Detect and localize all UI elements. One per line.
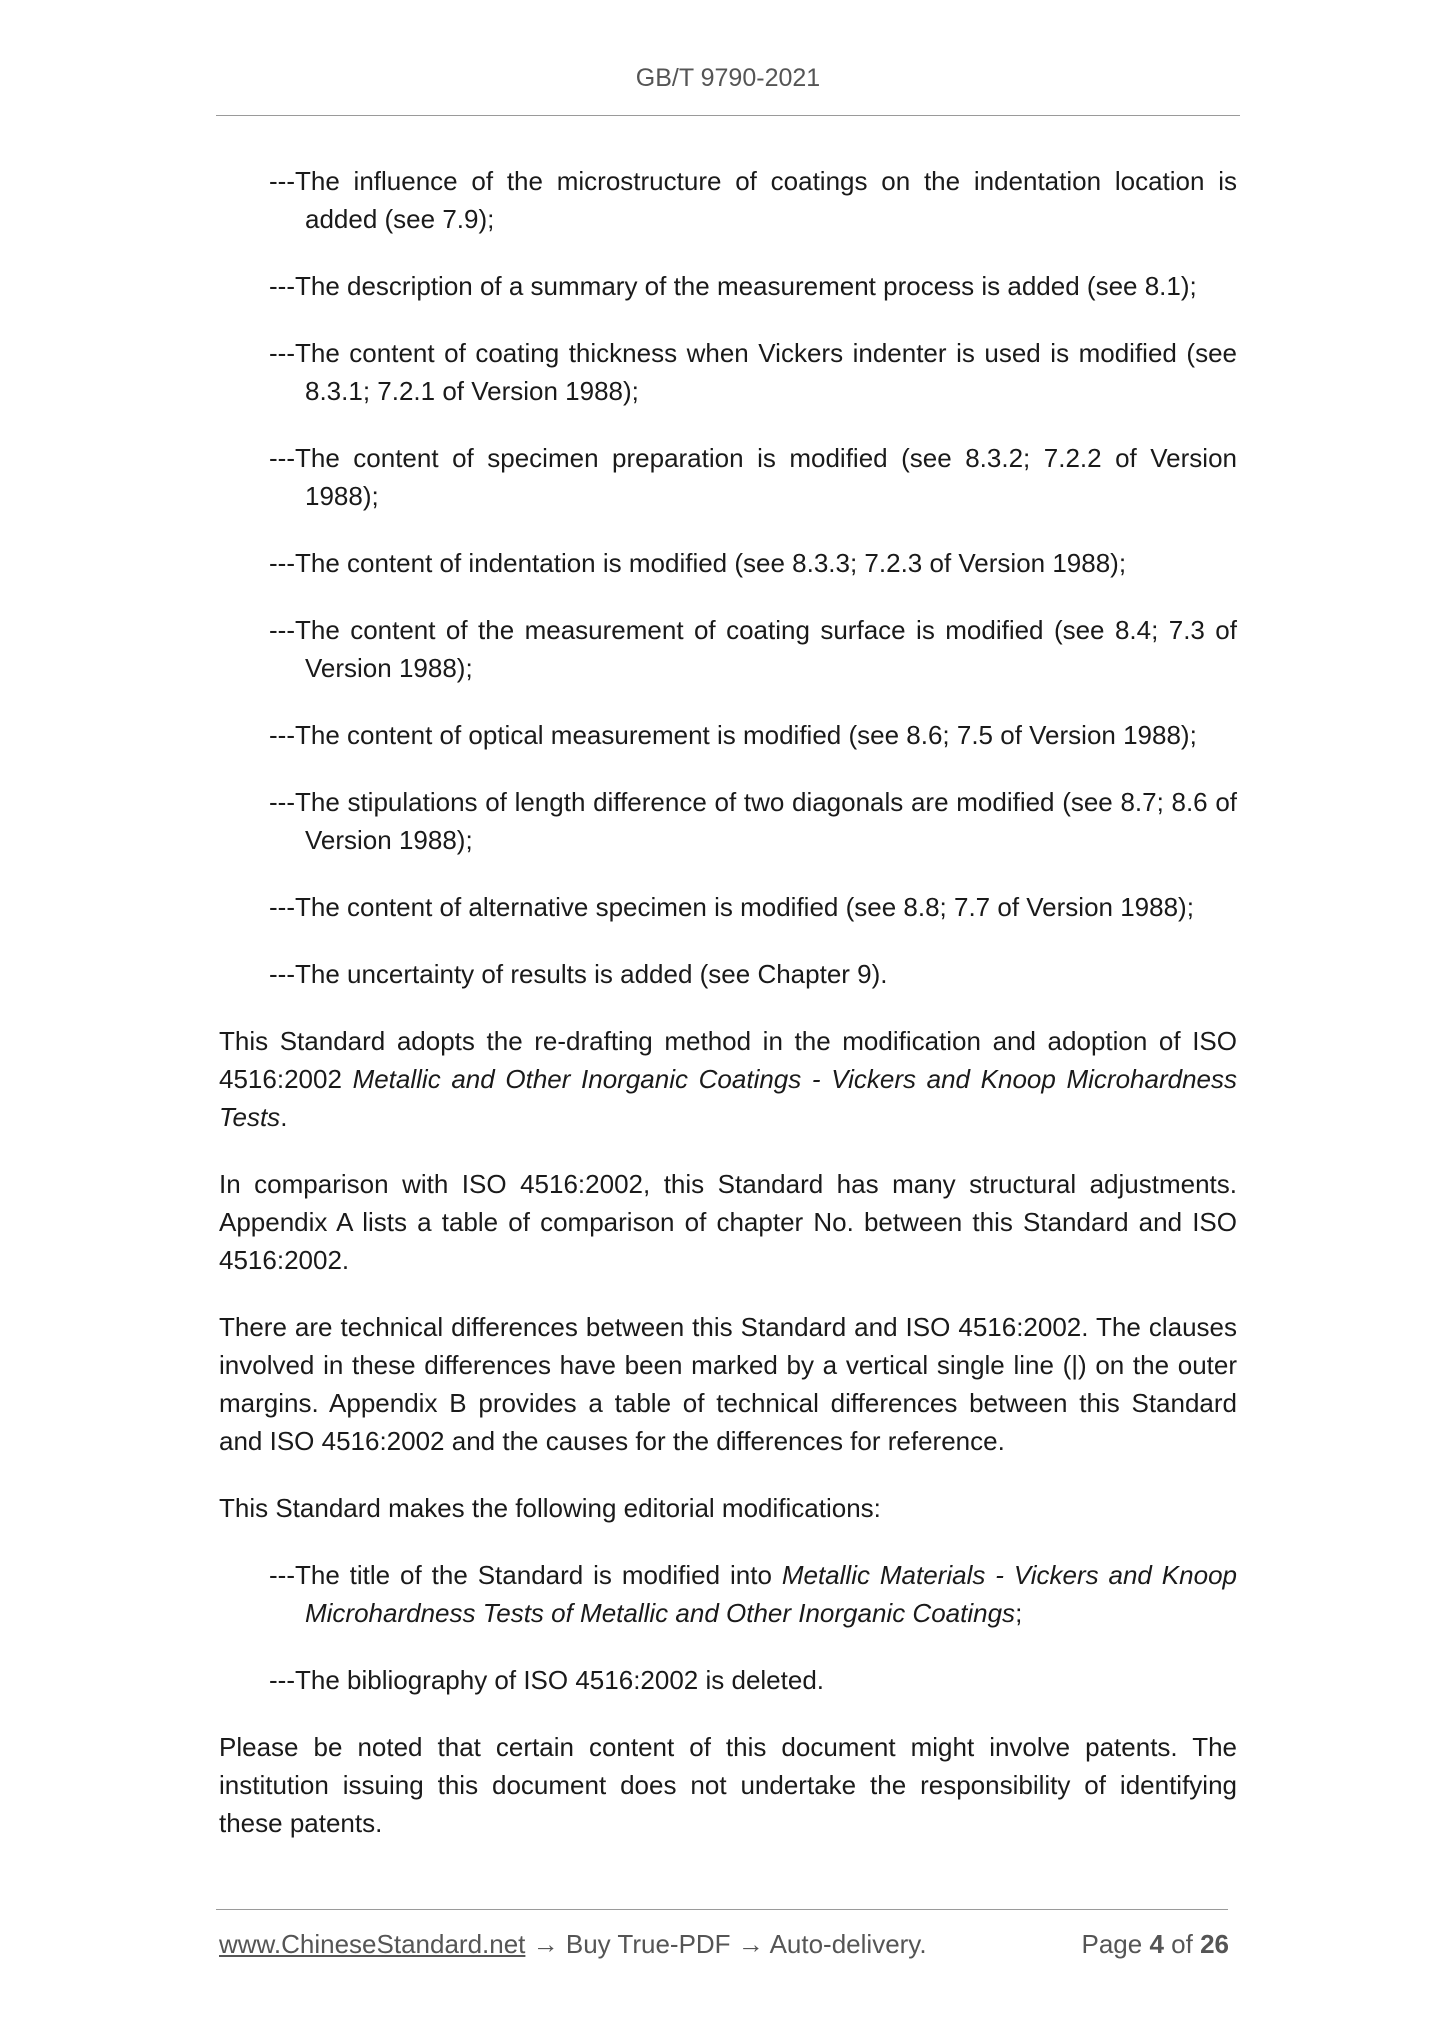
document-body xyxy=(219,162,1237,1871)
adoption-text: This Standard adopts the re-drafting method in the modification and adoption of ISO 4516:2002 xyxy=(219,1026,1237,1094)
page-label: Page xyxy=(1081,1929,1143,1959)
paragraph-patents: Please be noted that certain content of this document might involve patents. The institution issuing this document does not undertake the responsibility of identifying these patents. xyxy=(219,1732,1237,1838)
change-item-8: ---The stipulations of length difference of two diagonals are modified (see 8.7; 8.6 of Version 1988); xyxy=(269,787,1237,855)
editorial-item-1-suffix: ; xyxy=(1015,1598,1023,1628)
adoption-suffix: . xyxy=(280,1102,288,1132)
change-item-4: ---The content of specimen preparation is modified (see 8.3.2; 7.2.2 of Version 1988); xyxy=(269,443,1237,511)
standard-new-title: Metallic Materials - Vickers and Knoop Microhardness Tests of Metallic and Other Inorganic Coatings xyxy=(305,1560,1237,1628)
paragraph-technical-differences: There are technical differences between this Standard and ISO 4516:2002. The clauses involved in these differences have been marked by a vertical single line (|) on the outer margins. Appendix B provides a table of technical differences between this Standard and ISO 4516:2002 and the causes for the differences for reference. xyxy=(219,1312,1237,1456)
change-item-6: ---The content of the measurement of coating surface is modified (see 8.4; 7.3 of Version 1988); xyxy=(269,615,1237,683)
change-item-9: ---The content of alternative specimen is modified (see 8.8; 7.7 of Version 1988); xyxy=(269,892,1194,922)
change-item-7: ---The content of optical measurement is modified (see 8.6; 7.5 of Version 1988); xyxy=(269,720,1197,750)
change-item-10: ---The uncertainty of results is added (see Chapter 9). xyxy=(269,959,888,989)
change-item-5: ---The content of indentation is modified (see 8.3.3; 7.2.3 of Version 1988); xyxy=(269,548,1127,578)
paragraph-structural-comparison: In comparison with ISO 4516:2002, this Standard has many structural adjustments. Appendix A lists a table of comparison of chapter No. between this Standard and ISO 4516:2002. xyxy=(219,1169,1237,1275)
page-footer xyxy=(219,1929,1229,1960)
header-divider xyxy=(216,115,1240,116)
total-pages: 26 xyxy=(1200,1929,1229,1959)
page-number: 4 xyxy=(1149,1929,1164,1959)
editorial-item-1-text: ---The title of the Standard is modified into xyxy=(269,1560,782,1590)
page-counter xyxy=(1081,1929,1229,1960)
editorial-item-2: ---The bibliography of ISO 4516:2002 is deleted. xyxy=(269,1665,825,1695)
iso-title: Metallic and Other Inorganic Coatings - Vickers and Knoop Microhardness Tests xyxy=(219,1064,1237,1132)
change-item-3: ---The content of coating thickness when Vickers indenter is used is modified (see 8.3.1; 7.2.1 of Version 1988); xyxy=(269,338,1237,406)
footer-divider xyxy=(216,1909,1228,1910)
editorial-item-1 xyxy=(269,1556,1237,1632)
page-header-title: GB/T 9790-2021 xyxy=(635,64,821,92)
paragraph-editorial-intro: This Standard makes the following editorial modifications: xyxy=(219,1493,881,1523)
website-link[interactable]: www.ChineseStandard.net xyxy=(219,1929,526,1959)
change-item-2: ---The description of a summary of the measurement process is added (see 8.1); xyxy=(269,271,1197,301)
paragraph-adoption-method xyxy=(219,1022,1237,1136)
of-label: of xyxy=(1171,1929,1193,1959)
footer-tagline: → Buy True-PDF → Auto-delivery. xyxy=(525,1929,927,1959)
change-item-1: ---The influence of the microstructure of coatings on the indentation location is added (see 7.9); xyxy=(269,166,1237,234)
